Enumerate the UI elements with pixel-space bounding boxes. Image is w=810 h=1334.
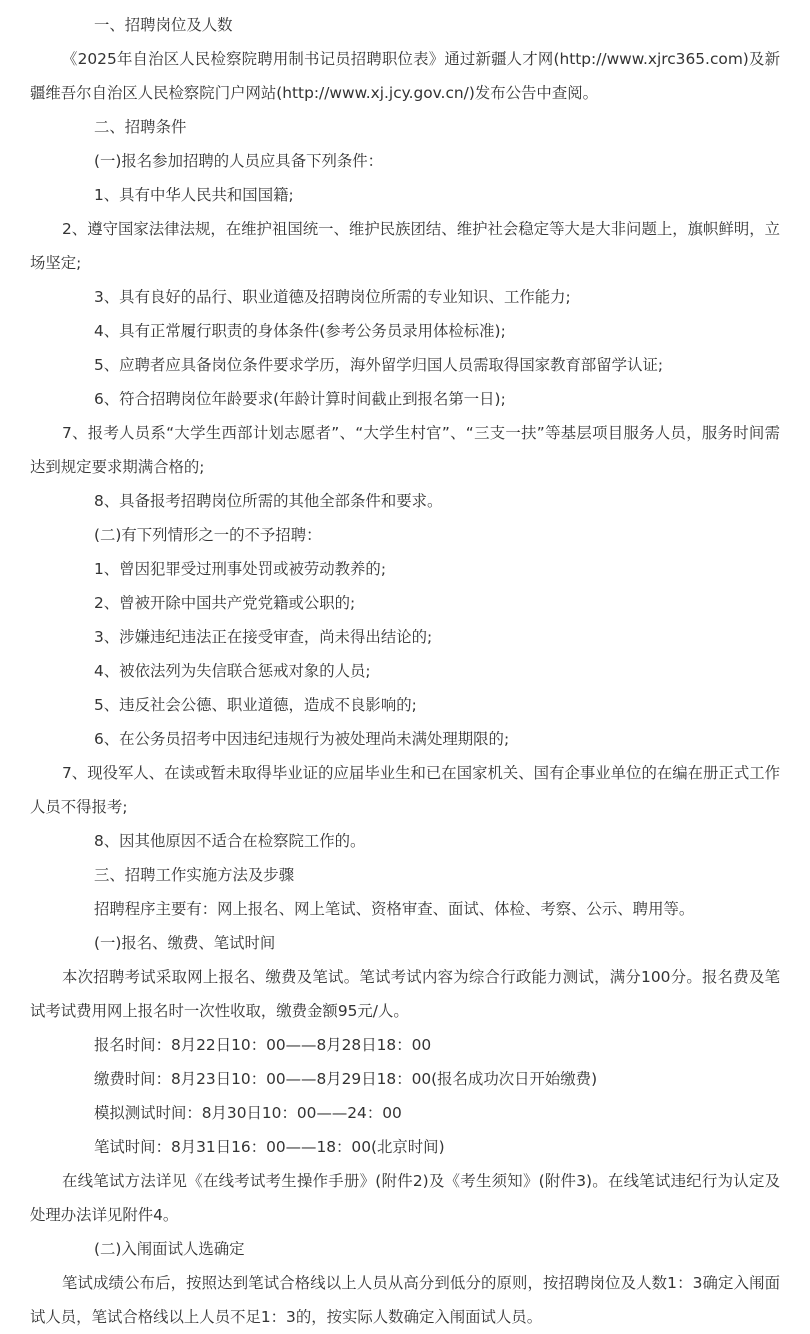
paragraph-s3-sub1-body: 本次招聘考试采取网上报名、缴费及笔试。笔试考试内容为综合行政能力测试，满分100分。报名费及笔试考试费用网上报名时一次性收取，缴费金额95元/人。	[30, 968, 780, 1020]
paragraph-s3-mock-time: 模拟测试时间：8月30日10：00——24：00	[94, 1104, 402, 1122]
paragraph-s2-sub1-item8: 8、具备报考招聘岗位所需的其他全部条件和要求。	[94, 492, 443, 510]
paragraph-s2-heading: 二、招聘条件	[94, 118, 187, 136]
paragraph-s3-intro: 招聘程序主要有：网上报名、网上笔试、资格审查、面试、体检、考察、公示、聘用等。	[94, 900, 695, 918]
paragraph-s2-sub2-item7: 7、现役军人、在读或暂未取得毕业证的应届毕业生和已在国家机关、国有企事业单位的在编在册正式工作人员不得报考;	[30, 764, 780, 816]
paragraph-s2-sub1-item7: 7、报考人员系“大学生西部计划志愿者”、“大学生村官”、“三支一扶”等基层项目服务人员，服务时间需达到规定要求期满合格的;	[30, 424, 780, 476]
paragraph-s3-pay-time: 缴费时间：8月23日10：00——8月29日18：00(报名成功次日开始缴费)	[94, 1070, 598, 1088]
paragraph-s2-sub2-item2: 2、曾被开除中国共产党党籍或公职的;	[94, 594, 356, 612]
paragraph-s2-sub1-item2: 2、遵守国家法律法规，在维护祖国统一、维护民族团结、维护社会稳定等大是大非问题上，旗帜鲜明，立场坚定;	[30, 220, 780, 272]
paragraph-s3-heading: 三、招聘工作实施方法及步骤	[94, 866, 295, 884]
paragraph-s2-sub1-item3: 3、具有良好的品行、职业道德及招聘岗位所需的专业知识、工作能力;	[94, 288, 571, 306]
paragraph-s3-reg-time: 报名时间：8月22日10：00——8月28日18：00	[94, 1036, 432, 1054]
paragraph-s3-exam-time: 笔试时间：8月31日16：00——18：00(北京时间)	[94, 1138, 445, 1156]
paragraph-s2-sub1-item4: 4、具有正常履行职责的身体条件(参考公务员录用体检标准);	[94, 322, 506, 340]
paragraph-s3-sub1: (一)报名、缴费、笔试时间	[94, 934, 276, 952]
paragraph-s2-sub2: (二)有下列情形之一的不予招聘：	[94, 526, 322, 544]
paragraph-s2-sub1-item6: 6、符合招聘岗位年龄要求(年龄计算时间截止到报名第一日);	[94, 390, 506, 408]
paragraph-s2-sub1: (一)报名参加招聘的人员应具备下列条件：	[94, 152, 384, 170]
paragraph-s2-sub1-item5: 5、应聘者应具备岗位条件要求学历，海外留学归国人员需取得国家教育部留学认证;	[94, 356, 664, 374]
paragraph-s3-sub2-body: 笔试成绩公布后，按照达到笔试合格线以上人员从高分到低分的原则，按招聘岗位及人数1：3确定入闱面试人员，笔试合格线以上人员不足1：3的，按实际人数确定入闱面试人员。	[30, 1274, 780, 1326]
paragraph-s2-sub2-item4: 4、被依法列为失信联合惩戒对象的人员;	[94, 662, 371, 680]
paragraph-s1-body: 《2025年自治区人民检察院聘用制书记员招聘职位表》通过新疆人才网(http://www.xjrc365.com)及新疆维吾尔自治区人民检察院门户网站(http://www.xj.jcy.gov.cn/)发布公告中查阅。	[30, 50, 780, 102]
paragraph-s2-sub2-item6: 6、在公务员招考中因违纪违规行为被处理尚未满处理期限的;	[94, 730, 510, 748]
paragraph-s2-sub1-item1: 1、具有中华人民共和国国籍;	[94, 186, 294, 204]
paragraph-s2-sub2-item1: 1、曾因犯罪受过刑事处罚或被劳动教养的;	[94, 560, 387, 578]
paragraph-s3-sub2: (二)入闱面试人选确定	[94, 1240, 245, 1258]
paragraph-s2-sub2-item3: 3、涉嫌违纪违法正在接受审查，尚未得出结论的;	[94, 628, 433, 646]
paragraph-s1-heading: 一、招聘岗位及人数	[94, 16, 233, 34]
paragraph-s2-sub2-item8: 8、因其他原因不适合在检察院工作的。	[94, 832, 366, 850]
paragraph-s2-sub2-item5: 5、违反社会公德、职业道德，造成不良影响的;	[94, 696, 417, 714]
paragraph-s3-online-method: 在线笔试方法详见《在线考试考生操作手册》(附件2)及《考生须知》(附件3)。在线笔试违纪行为认定及处理办法详见附件4。	[30, 1172, 780, 1224]
